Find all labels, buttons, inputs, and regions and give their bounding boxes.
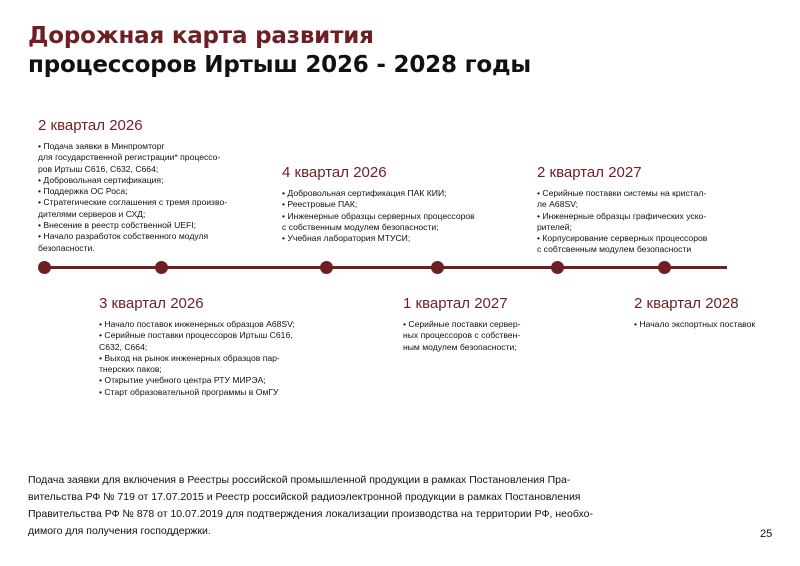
timeline-dot bbox=[155, 261, 168, 274]
milestone-q3-2026 bbox=[99, 295, 295, 398]
milestone-item: • Реестровые ПАК; bbox=[282, 199, 358, 210]
milestone-items bbox=[403, 319, 520, 353]
milestone-items bbox=[282, 188, 475, 244]
milestone-item: • Стратегические соглашения с тремя произво- дителями серверов и СХД; bbox=[38, 197, 228, 219]
milestone-q2-2028 bbox=[634, 295, 755, 330]
milestone-item: • Начало разработок собственного модуля безопасности. bbox=[38, 231, 209, 253]
milestone-items bbox=[38, 141, 227, 254]
milestone-item: • Инженерные образцы серверных процессоров с собственным модулем безопасности; bbox=[282, 210, 475, 232]
milestone-q1-2027 bbox=[403, 295, 520, 353]
timeline-dot bbox=[38, 261, 51, 274]
milestone-item: • Открытие учебного центра РТУ МИРЭА; bbox=[99, 375, 266, 386]
milestone-title: 2 квартал 2027 bbox=[537, 164, 642, 181]
milestone-items bbox=[537, 188, 707, 256]
timeline-dot bbox=[431, 261, 444, 274]
milestone-item: • Внесение в реестр собственной UEFI; bbox=[38, 220, 197, 231]
page-title-line-2: процессоров Иртыш 2026 - 2028 годы bbox=[28, 52, 531, 78]
milestone-item: • Старт образовательной программы в ОмГУ bbox=[99, 386, 279, 397]
milestone-item: • Серийные поставки сервер- ных процессоров с собствен- ным модулем безопасности; bbox=[403, 319, 521, 352]
milestone-item: • Серийные поставки процессоров Иртыш С616, С632, С664; bbox=[99, 330, 293, 352]
milestone-item: • Выход на рынок инженерных образцов пар- тнерских паков; bbox=[99, 352, 280, 375]
milestone-item: • Добровольная сертификация; bbox=[38, 174, 164, 185]
milestone-item: • Серийные поставки системы на кристал- ле А68SV; bbox=[537, 188, 707, 210]
timeline-dot bbox=[658, 261, 671, 274]
milestone-items bbox=[634, 319, 755, 330]
milestone-item: • Учебная лаборатория МТУСИ; bbox=[282, 233, 411, 244]
timeline-dot bbox=[320, 261, 333, 274]
milestone-item: • Корпусирование серверных процессоров с собтсвенным модулем безопасности bbox=[537, 233, 708, 255]
timeline-dot bbox=[551, 261, 564, 274]
milestone-title: 3 квартал 2026 bbox=[99, 295, 204, 312]
page-title-line-1: Дорожная карта развития bbox=[28, 23, 374, 49]
milestone-title: 4 квартал 2026 bbox=[282, 164, 387, 181]
milestone-q2-2027 bbox=[537, 164, 707, 256]
milestone-item: • Добровольная сертификация ПАК КИИ; bbox=[282, 188, 447, 198]
milestone-item: • Инженерные образцы графических уско- рителей; bbox=[537, 210, 707, 232]
footnote: Подача заявки для включения в Реестры российской промышленной продукции в рамках Постановления Пра- вительства РФ № 719 от 17.07.2015 и Реестр российской радиоэлектронной продукции в рамках Постановления Правительства РФ № 878 от 10.07.2019 для подтверждения локализации производства на территории РФ, необхо- димого для получения господдержки. bbox=[28, 474, 593, 537]
milestone-items bbox=[99, 319, 295, 398]
page-number: 25 bbox=[760, 528, 773, 540]
milestone-item: • Подача заявки в Минпромторг для государственной регистрации* процессо- ров Иртыш С616, С632, С664; bbox=[38, 141, 221, 174]
milestone-item: • Поддержка ОС Роса; bbox=[38, 186, 128, 197]
milestone-item: • Начало экспортных поставок bbox=[634, 319, 756, 329]
milestone-q2-2026 bbox=[38, 117, 227, 254]
milestone-title: 2 квартал 2028 bbox=[634, 295, 739, 312]
milestone-title: 1 квартал 2027 bbox=[403, 295, 508, 312]
milestone-item: • Начало поставок инженерных образцов А68SV; bbox=[99, 319, 295, 329]
timeline-line bbox=[44, 266, 727, 269]
milestone-q4-2026 bbox=[282, 164, 475, 244]
milestone-title: 2 квартал 2026 bbox=[38, 117, 143, 134]
